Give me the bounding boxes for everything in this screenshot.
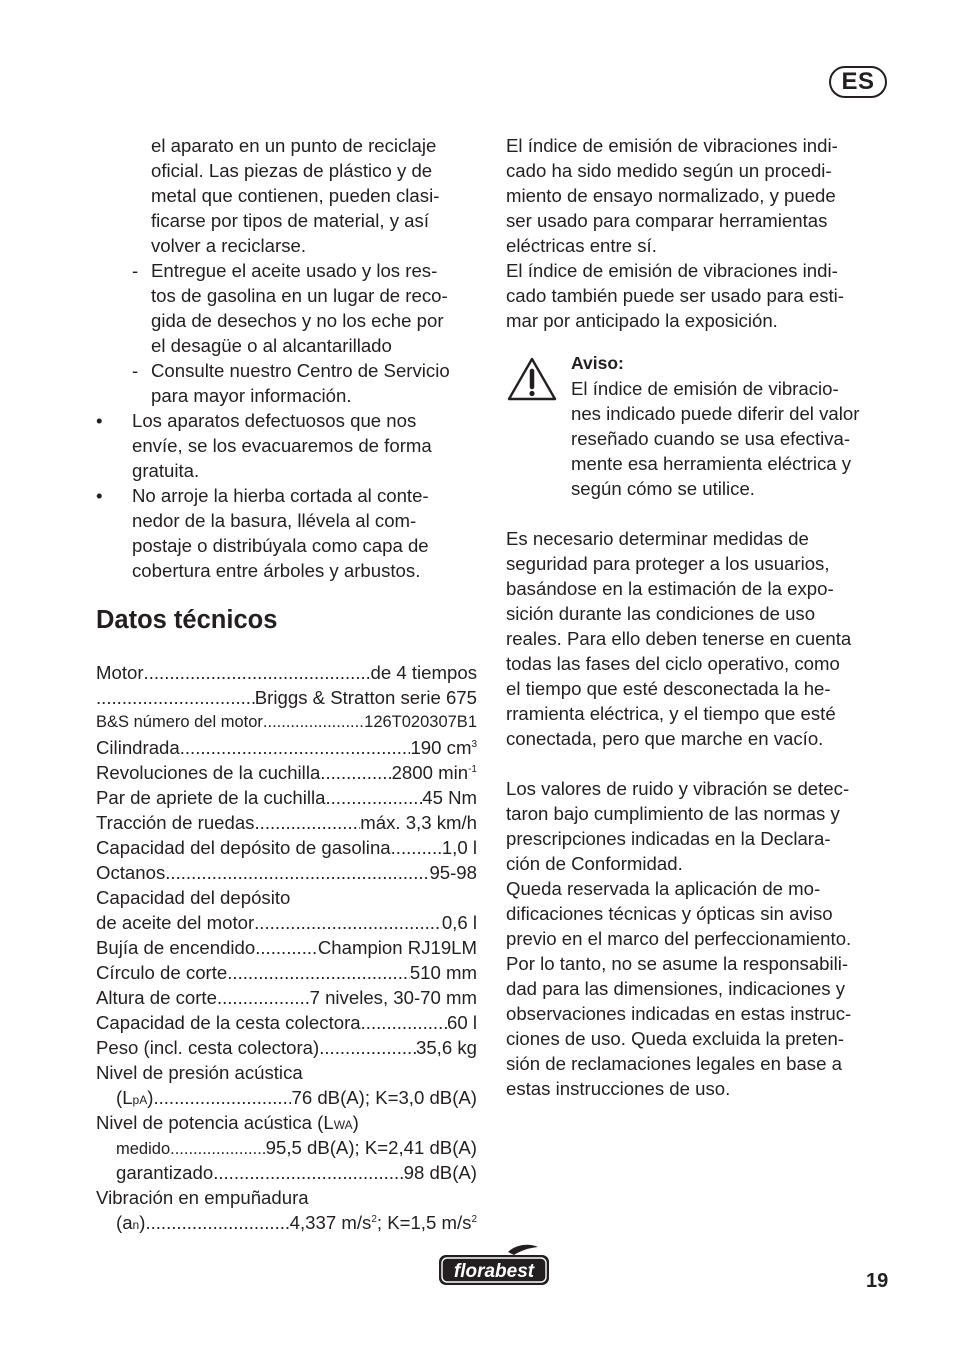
spec-row: Cilindrada ..... 190 $cm^3$	[96, 735, 477, 760]
bullet-item: • No arroje la hierba cortada al conte- nedor de la basura, llévela al com- postaje o distribúyala como capa de cobertura entre árboles y arbustos.	[96, 485, 429, 581]
language-badge: ES	[829, 66, 887, 98]
spec-row: Bujía de encendido ..... Champion RJ19LM	[96, 935, 477, 960]
warning-box: Aviso: El índice de emisión de vibracio- nes indicado puede diferir del valor reseñado cuando se usa efectiva- mente esa herramienta eléctrica y según cómo se utilice.	[506, 351, 890, 501]
spec-row: medido ..... 95,5 dB(A); K=2,41 dB(A)	[96, 1135, 477, 1160]
dash-item: - Entregue el aceite usado y los res- tos de gasolina en un lugar de reco- gida de desechos y no los eche por el desagüe o al alcantarillado	[132, 260, 448, 356]
dash-item: - Consulte nuestro Centro de Servicio para mayor información.	[132, 360, 450, 406]
warning-title: Aviso:	[571, 353, 624, 373]
paragraph: El índice de emisión de vibraciones indi- cado también puede ser usado para esti- mar por anticipado la exposición.	[506, 260, 845, 331]
spec-row: B&S número del motor ..... 126T020307B1	[96, 710, 477, 735]
florabest-logo	[436, 1243, 552, 1291]
spec-row: Revoluciones de la cuchilla ..... 2800 $\min^{-1}$	[96, 760, 477, 785]
page-number: 19	[866, 1270, 889, 1292]
spec-row: garantizado ..... 98 dB(A)	[96, 1160, 477, 1185]
bullet-marker: •	[96, 485, 103, 506]
spec-row: de aceite del motor ..... 0,6 l	[96, 910, 477, 935]
spec-row: Peso (incl. cesta colectora) ..... 35,6 kg	[96, 1035, 477, 1060]
spec-table	[96, 660, 477, 1235]
spec-row: Motor ..... de 4 tiempos	[96, 660, 477, 685]
paragraph: El índice de emisión de vibraciones indi- cado ha sido medido según un procedi- miento de ensayo normalizado, y puede ser usado para comparar herramientas eléctricas entre sí.	[506, 135, 838, 256]
intro-text: el aparato en un punto de reciclaje oficial. Las piezas de plástico y de metal que contienen, pueden clasi- ficarse por tipos de material, y así volver a reciclarse.	[151, 135, 440, 256]
paragraph: Los valores de ruido y vibración se detec- taron bajo cumplimiento de las normas y prescripciones indicadas en la Declara- ción de Conformidad.	[506, 778, 850, 874]
spec-row: (an) ..... 4,337 $m/s^2$; K=1,5 $m/s^2$	[96, 1210, 477, 1235]
spec-row: Par de apriete de la cuchilla ..... 45 Nm	[96, 785, 477, 810]
spec-row: Altura de corte ..... 7 niveles, 30-70 mm	[96, 985, 477, 1010]
spec-row: (LpA) ..... 76 dB(A); K=3,0 dB(A)	[96, 1085, 477, 1110]
left-column	[96, 133, 477, 1235]
spec-label: Vibración en empuñadura	[96, 1187, 309, 1208]
bullet-item: • Los aparatos defectuosos que nos envíe, se los evacuaremos de forma gratuita.	[96, 410, 432, 481]
dash-marker: -	[132, 260, 139, 281]
svg-text:florabest: florabest	[453, 1261, 535, 1282]
spec-row: Octanos ..... 95-98	[96, 860, 477, 885]
dash-marker: -	[132, 360, 139, 381]
right-column	[506, 133, 890, 1101]
bullet-marker: •	[96, 410, 103, 431]
paragraph: Queda reservada la aplicación de mo- dificaciones técnicas y ópticas sin aviso previo en el marco del perfeccionamiento. Por lo tanto, no se asume la responsabili- dad para las dimensiones, indicaciones y observaciones indicadas en estas instruc- ciones de uso. Queda excluida la preten- sión de reclamaciones legales en base a estas instrucciones de uso.	[506, 878, 852, 1099]
spec-row: ..... Briggs & Stratton serie 675	[96, 685, 477, 710]
spec-row: Capacidad de la cesta colectora ..... 60 l	[96, 1010, 477, 1035]
spec-row: Capacidad del depósito de gasolina ..... 1,0 l	[96, 835, 477, 860]
spec-label: Nivel de presión acústica	[96, 1062, 303, 1083]
spec-row: Círculo de corte ..... 510 mm	[96, 960, 477, 985]
spec-row: Tracción de ruedas ..... máx. 3,3 km/h	[96, 810, 477, 835]
spec-label: Capacidad del depósito	[96, 887, 291, 908]
paragraph: Es necesario determinar medidas de seguridad para proteger a los usuarios, basándose en la estimación de la expo- sición durante las condiciones de uso reales. Para ello deben tenerse en cuenta todas las fases del ciclo operativo, como el tiempo que esté desconectada la he- rramienta eléctrica, y el tiempo que esté conectada, pero que marche en vacío.	[506, 528, 852, 749]
spec-label: Nivel de potencia acústica (LWA)	[96, 1112, 359, 1133]
warning-triangle-icon	[506, 356, 558, 402]
section-heading: Datos técnicos	[96, 606, 278, 634]
